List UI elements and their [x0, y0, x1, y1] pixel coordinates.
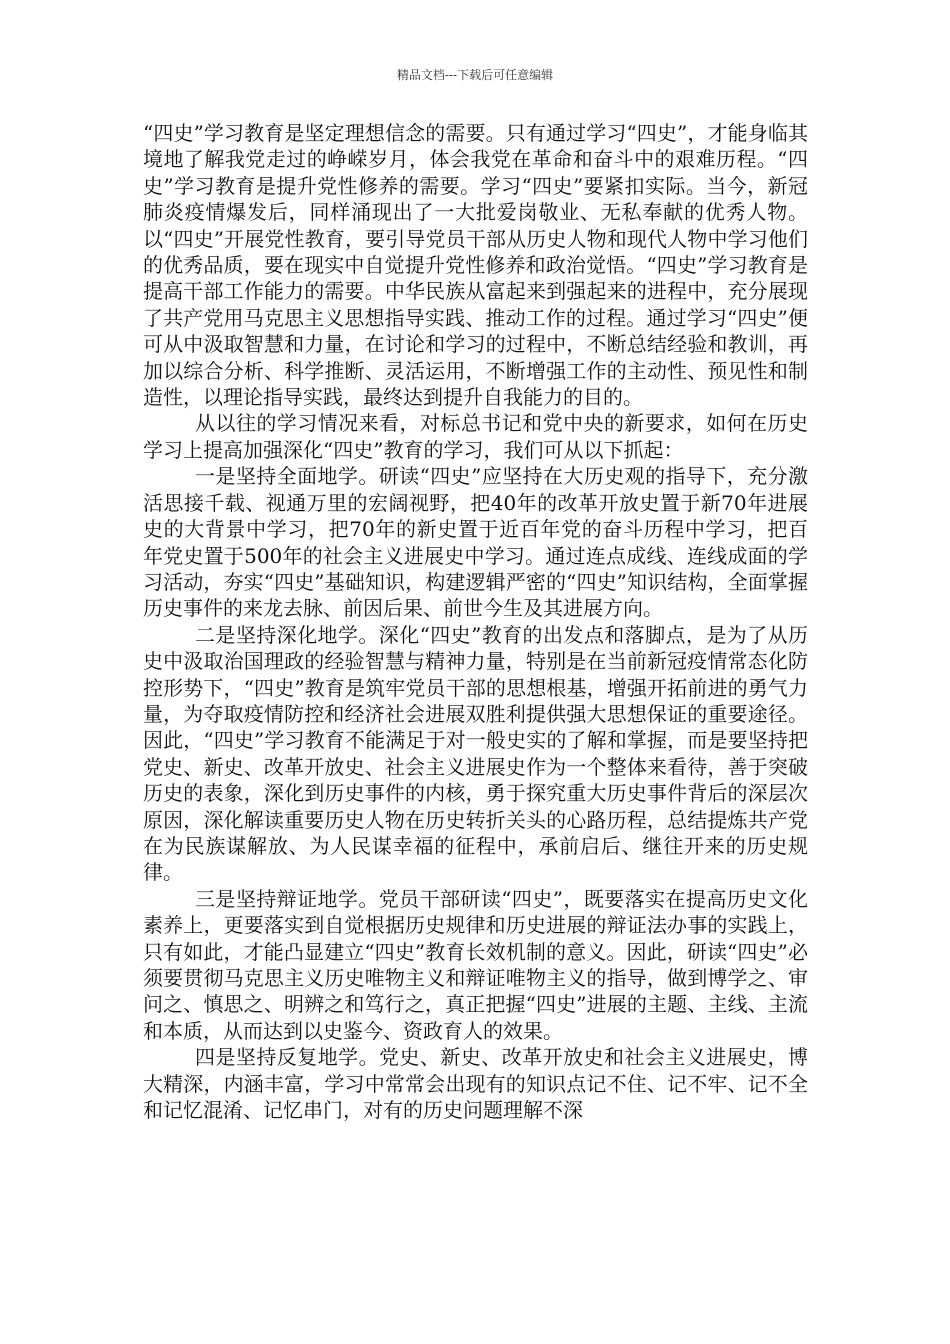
paragraph-5: 三是坚持辩证地学。党员干部研读“四史”，既要落实在提高历史文化素养上，更要落实到自觉根据历史规律和历史进展的辩证法办事的实践上，只有如此，才能凸显建立“四史”教育长效机制的意义。因此，研读“四史”必须要贯彻马克思主义历史唯物主义和辩证唯物主义的指导，做到博学之、审问之、慎思之、明辨之和笃行之，真正把握“四史”进展的主题、主线、主流和本质，从而达到以史鉴今、资政育人的效果。 — [143, 886, 808, 1043]
page-header: 精品文档---下载后可任意编辑 — [396, 68, 554, 82]
paragraph-1: “四史”学习教育是坚定理想信念的需要。只有通过学习“四史”，才能身临其境地了解我党走过的峥嵘岁月，体会我党在革命和奋斗中的艰难历程。“四史”学习教育是提升党性修养的需要。学习“四史”要紧扣实际。当今，新冠肺炎疫情爆发后，同样涌现出了一大批爱岗敬业、无私奉献的优秀人物。以“四史”开展党性教育，要引导党员干部从历史人物和现代人物中学习他们的优秀品质，要在现实中自觉提升党性修养和政治觉悟。“四史”学习教育是提高干部工作能力的需要。中华民族从富起来到强起来的进程中，充分展现了共产党用马克思主义思想指导实践、推动工作的过程。通过学习“四史”便可从中汲取智慧和力量，在讨论和学习的过程中，不断总结经验和教训，再加以综合分析、科学推断、灵活运用，不断增强工作的主动性、预见性和制造性，以理论指导实践，最终达到提升自我能力的目的。 — [143, 121, 808, 410]
paragraph-3: 一是坚持全面地学。研读“四史”应坚持在大历史观的指导下，充分激活思接千载、视通万里的宏阔视野，把40年的改革开放史置于新70年进展史的大背景中学习，把70年的新史置于近百年党的奋斗历程中学习，把百年党史置于500年的社会主义进展史中学习。通过连点成线、连线成面的学习活动，夯实“四史”基础知识，构建逻辑严密的“四史”知识结构，全面掌握历史事件的来龙去脉、前因后果、前世今生及其进展方向。 — [143, 464, 808, 621]
document-body — [143, 120, 808, 1123]
paragraph-4: 二是坚持深化地学。深化“四史”教育的出发点和落脚点，是为了从历史中汲取治国理政的经验智慧与精神力量，特别是在当前新冠疫情常态化防控形势下，“四史”教育是筑牢党员干部的思想根基，增强开拓前进的勇气力量，为夺取疫情防控和经济社会进展双胜利提供强大思想保证的重要途径。因此，“四史”学习教育不能满足于对一般史实的了解和掌握，而是要坚持把党史、新史、改革开放史、社会主义进展史作为一个整体来看待，善于突破历史的表象，深化到历史事件的内核，勇于探究重大历史事件背后的深层次原因，深化解读重要历史人物在历史转折关头的心路历程，总结提炼共产党在为民族谋解放、为人民谋幸福的征程中，承前启后、继往开来的历史规律。 — [143, 622, 808, 885]
paragraph-6: 四是坚持反复地学。党史、新史、改革开放史和社会主义进展史，博大精深，内涵丰富，学习中常常会出现有的知识点记不住、记不牢、记不全和记忆混淆、记忆串门，对有的历史问题理解不深 — [143, 1045, 808, 1123]
paragraph-2: 从以往的学习情况来看，对标总书记和党中央的新要求，如何在历史学习上提高加强深化“四史”教育的学习，我们可从以下抓起： — [143, 411, 808, 462]
